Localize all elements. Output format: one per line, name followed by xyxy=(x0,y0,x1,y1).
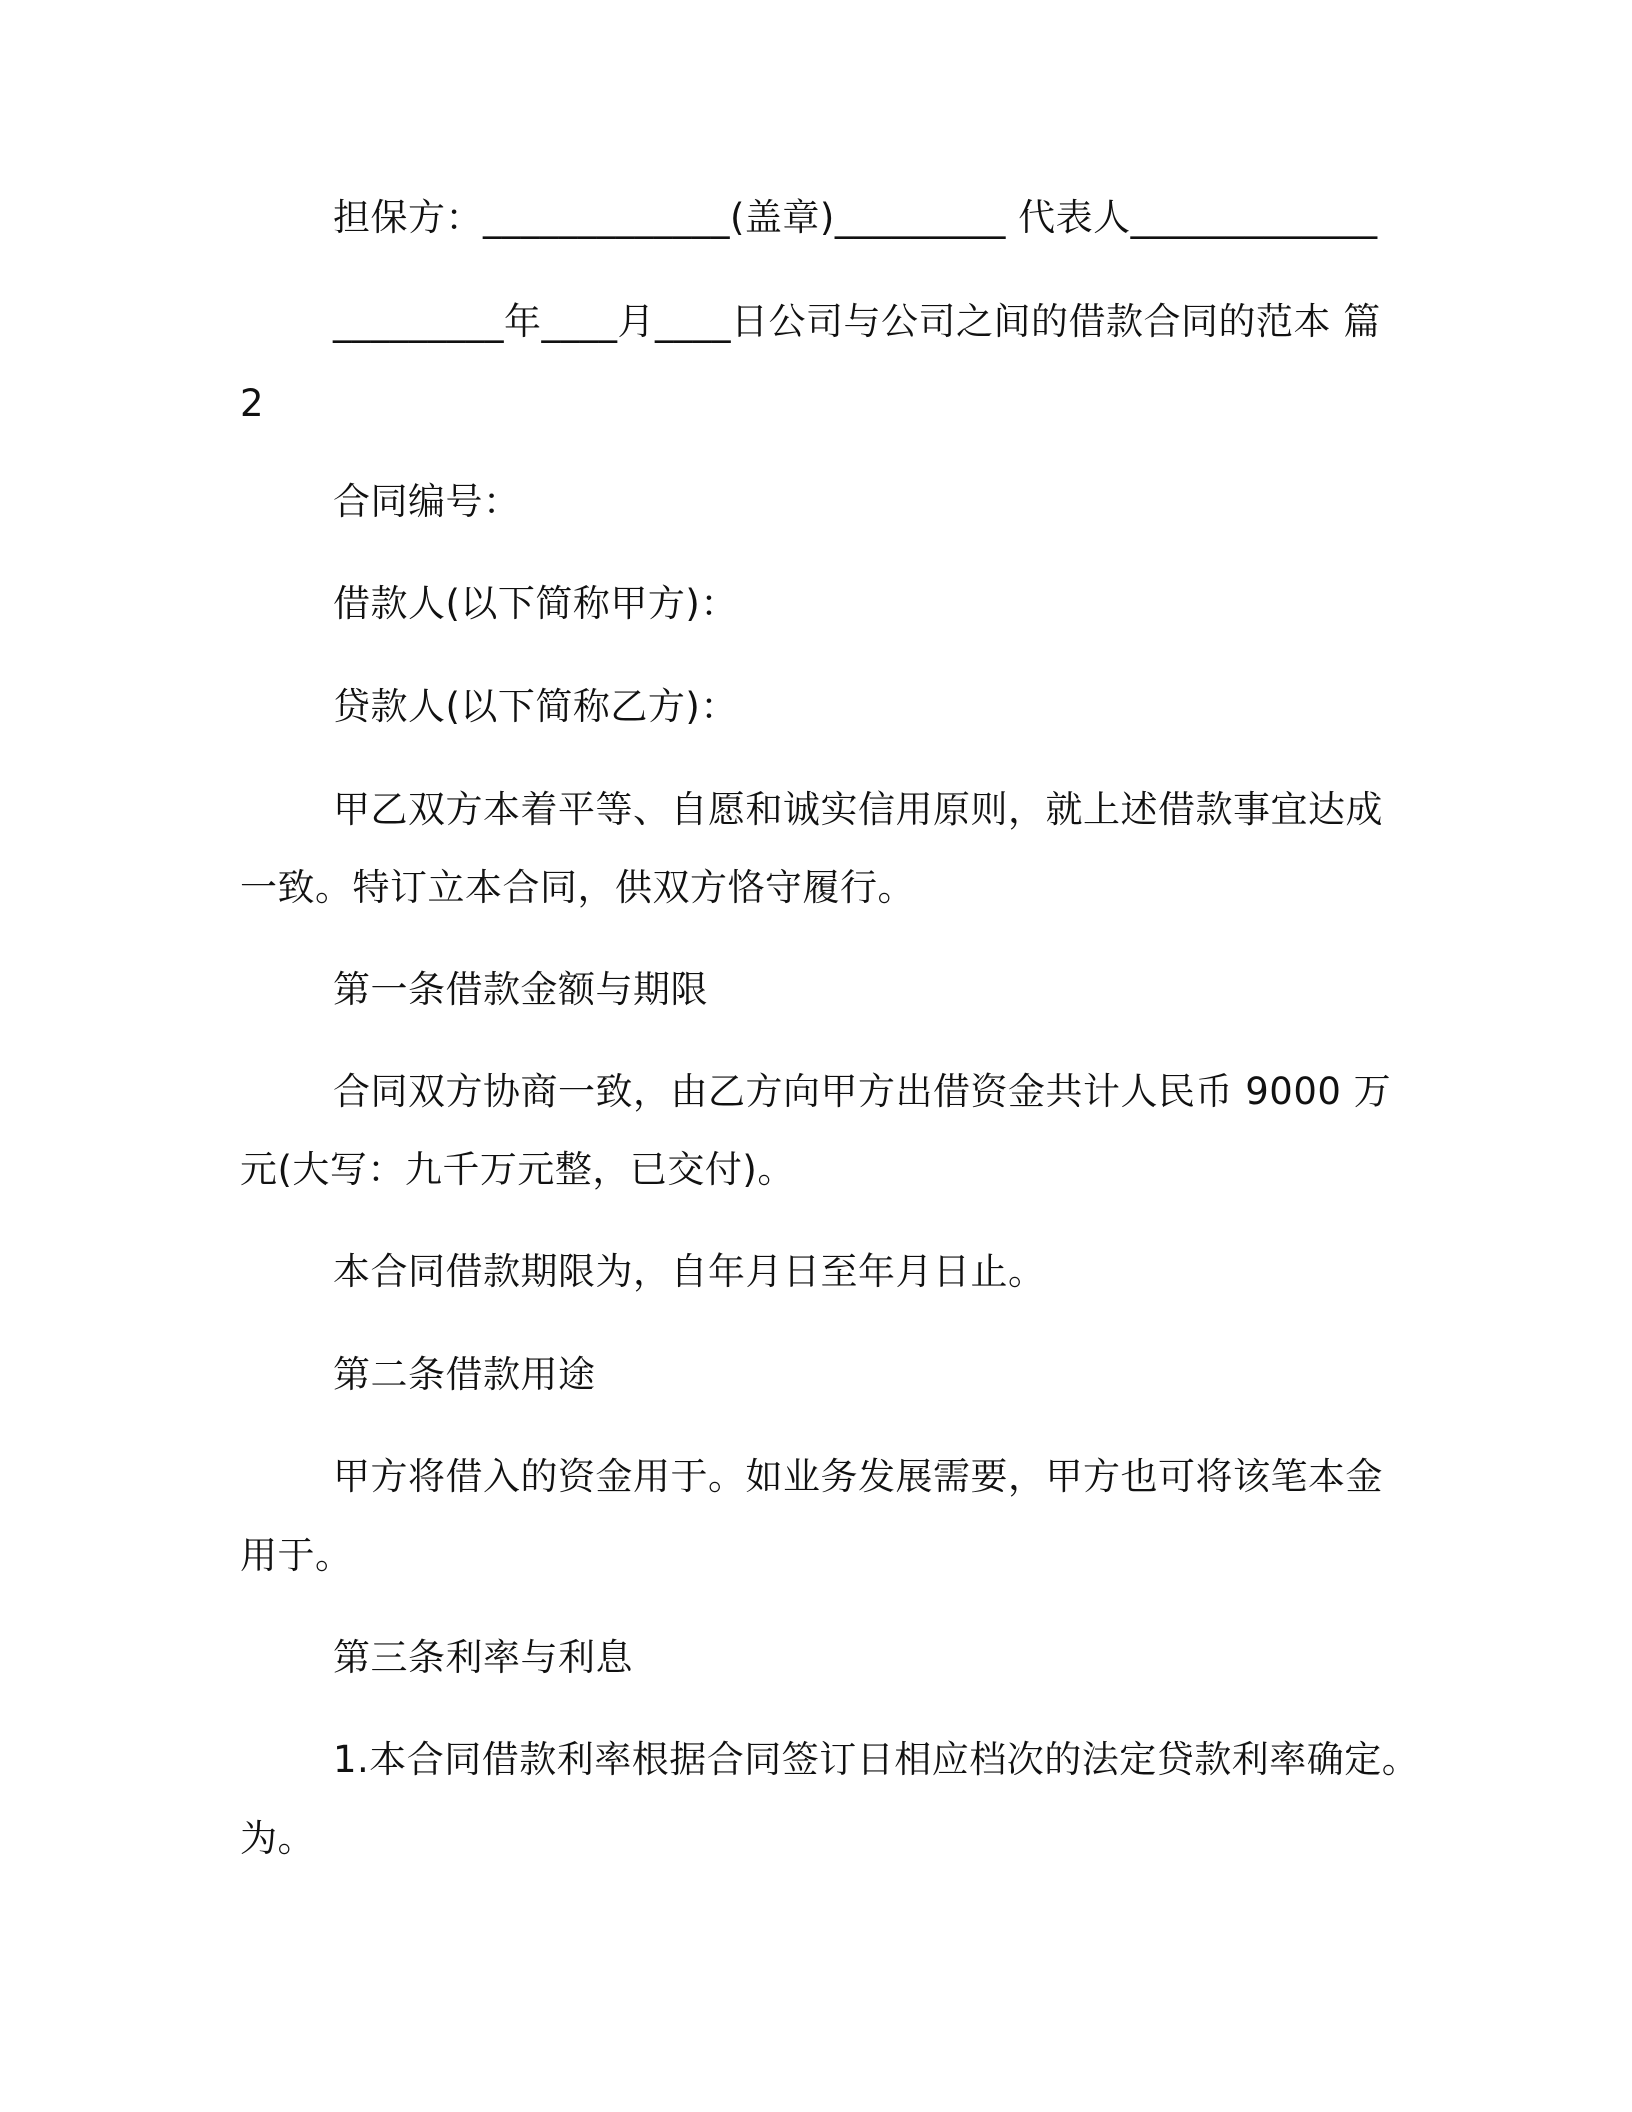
lender-line: 贷款人(以下简称乙方)： xyxy=(333,685,738,728)
article-three-heading: 第三条利率与利息 xyxy=(333,1636,633,1679)
interest-rate-paragraph-line-1: 1.本合同借款利率根据合同签订日相应档次的法定贷款利率确定。 xyxy=(333,1738,1420,1781)
loan-term-line: 本合同借款期限为，自年月日至年月日止。 xyxy=(333,1250,1046,1293)
article-two-paragraph-line-2: 用于。 xyxy=(240,1534,353,1577)
date-and-title-line: _________年____月____日公司与公司之间的借款合同的范本 篇 xyxy=(333,300,1381,343)
article-one-heading: 第一条借款金额与期限 xyxy=(333,968,708,1011)
borrower-line: 借款人(以下简称甲方)： xyxy=(333,582,738,625)
article-one-paragraph-line-2: 元(大写：九千万元整，已交付)。 xyxy=(240,1148,795,1191)
preamble-paragraph-line-2: 一致。特订立本合同，供双方恪守履行。 xyxy=(240,866,915,909)
title-continuation-line: 2 xyxy=(240,382,265,425)
preamble-paragraph-line-1: 甲乙双方本着平等、自愿和诚实信用原则，就上述借款事宜达成 xyxy=(333,788,1383,831)
article-two-paragraph-line-1: 甲方将借入的资金用于。如业务发展需要，甲方也可将该笔本金 xyxy=(333,1455,1383,1498)
guarantor-signature-line: 担保方：_____________(盖章)_________ 代表人_____________ xyxy=(333,196,1378,239)
contract-number-line: 合同编号： xyxy=(333,480,521,523)
interest-rate-paragraph-line-2: 为。 xyxy=(240,1817,315,1860)
article-two-heading: 第二条借款用途 xyxy=(333,1353,596,1396)
article-one-paragraph-line-1: 合同双方协商一致，由乙方向甲方出借资金共计人民币 9000 万 xyxy=(333,1070,1392,1113)
